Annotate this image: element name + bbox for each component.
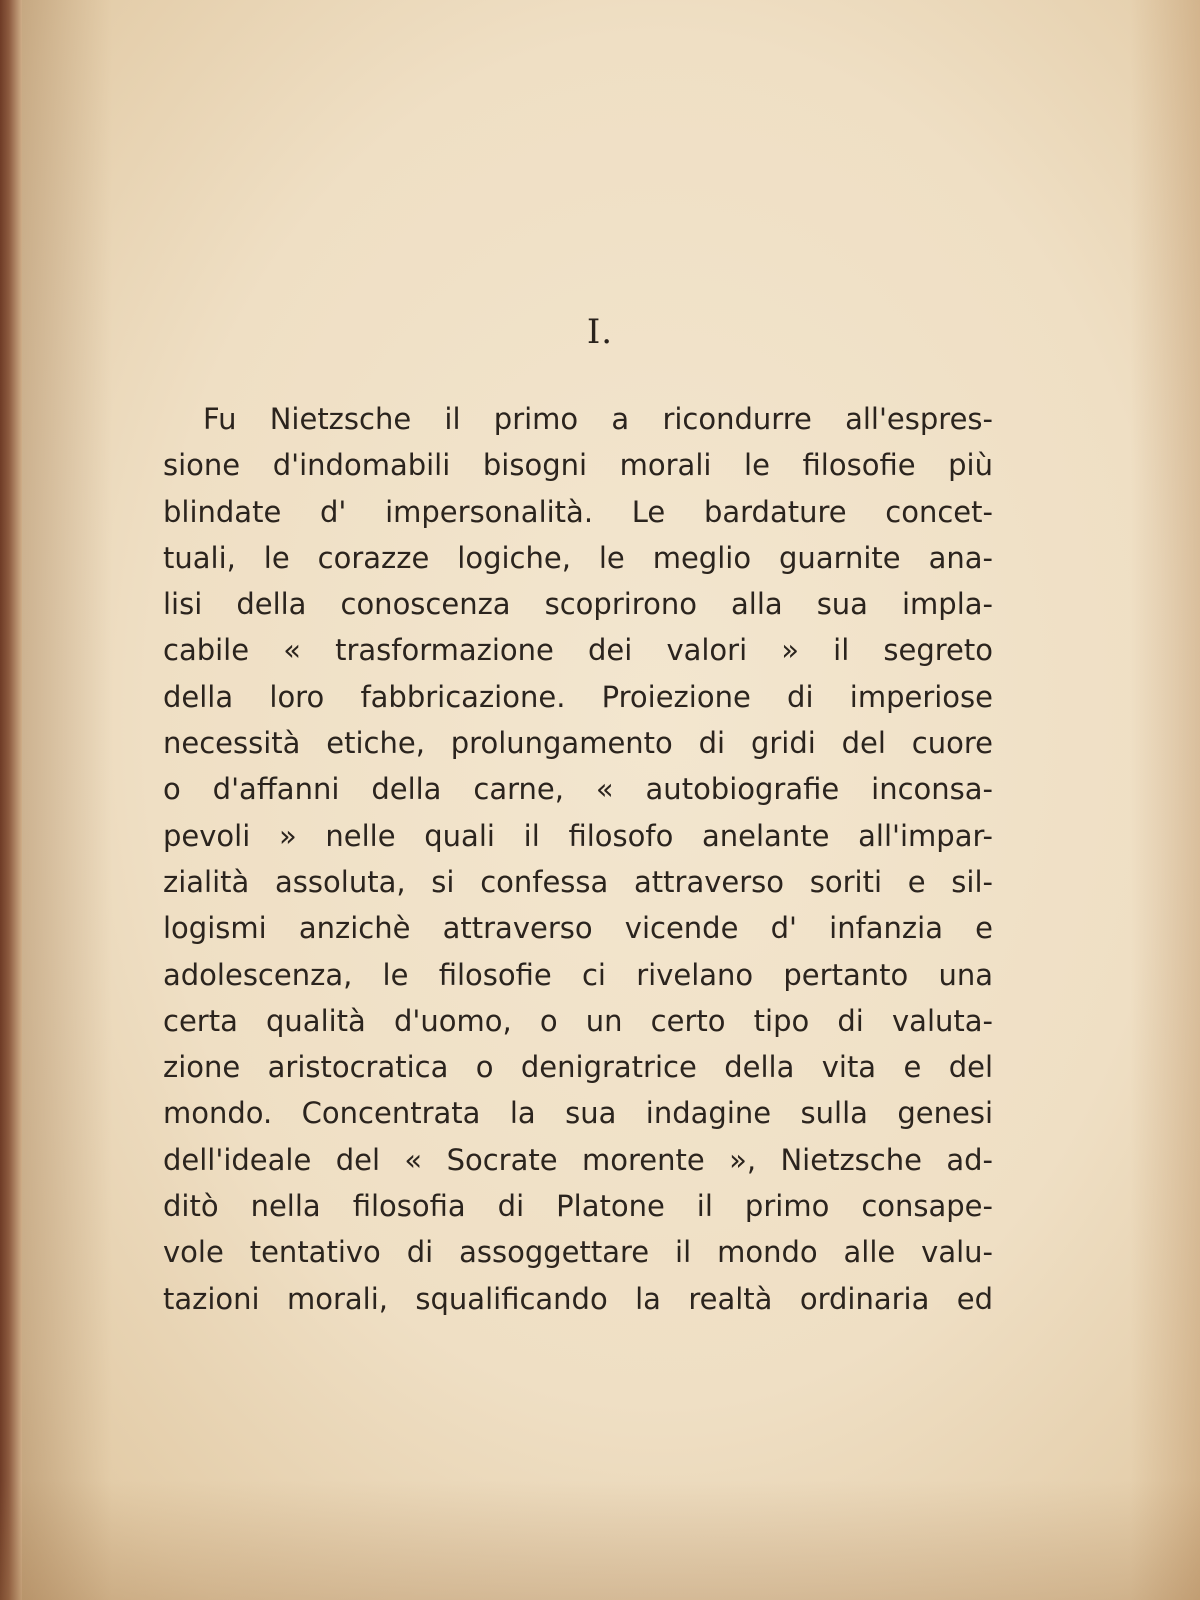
text-line: Fu Nietzsche il primo a ricondurre all'espres-: [203, 402, 993, 436]
text-line: zialità assoluta, si confessa attraverso soriti e sil-: [163, 864, 993, 899]
text-line: ditò nella filosofia di Platone il primo consape-: [163, 1189, 993, 1224]
text-line: adolescenza, le filosofie ci rivelano pertanto una: [163, 957, 993, 992]
text-line: cabile « trasformazione dei valori » il segreto: [163, 633, 993, 668]
text-line: della loro fabbricazione. Proiezione di imperiose: [163, 679, 993, 714]
body-paragraph: [163, 396, 993, 1322]
text-line: vole tentativo di assoggettare il mondo alle valu-: [163, 1235, 993, 1270]
text-line: tazioni morali, squalificando la realtà ordinaria ed: [163, 1281, 993, 1316]
text-line: dell'ideale del « Socrate morente », Nietzsche ad-: [163, 1142, 993, 1177]
text-line: o d'affanni della carne, « autobiografie inconsa-: [163, 772, 993, 807]
page-bottom-shadow: [0, 1480, 1200, 1600]
text-line: pevoli » nelle quali il filosofo anelante all'impar-: [163, 818, 993, 853]
chapter-heading: I.: [586, 312, 614, 352]
text-line: logismi anzichè attraverso vicende d' infanzia e: [163, 911, 993, 946]
text-line: blindate d' impersonalità. Le bardature concet-: [163, 494, 993, 529]
text-line: necessità etiche, prolungamento di gridi del cuore: [163, 726, 993, 761]
text-line: lisi della conoscenza scoprirono alla sua impla-: [163, 587, 993, 622]
text-line: zione aristocratica o denigratrice della vita e del: [163, 1050, 993, 1085]
text-line: sione d'indomabili bisogni morali le filosofie più: [163, 448, 993, 483]
text-line: tuali, le corazze logiche, le meglio guarnite ana-: [163, 540, 993, 575]
page-gutter-shadow: [22, 0, 112, 1600]
page-binding-edge: [0, 0, 22, 1600]
text-line: certa qualità d'uomo, o un certo tipo di valuta-: [163, 1003, 993, 1038]
page-right-shadow: [1130, 0, 1200, 1600]
text-line: mondo. Concentrata la sua indagine sulla genesi: [163, 1096, 993, 1131]
